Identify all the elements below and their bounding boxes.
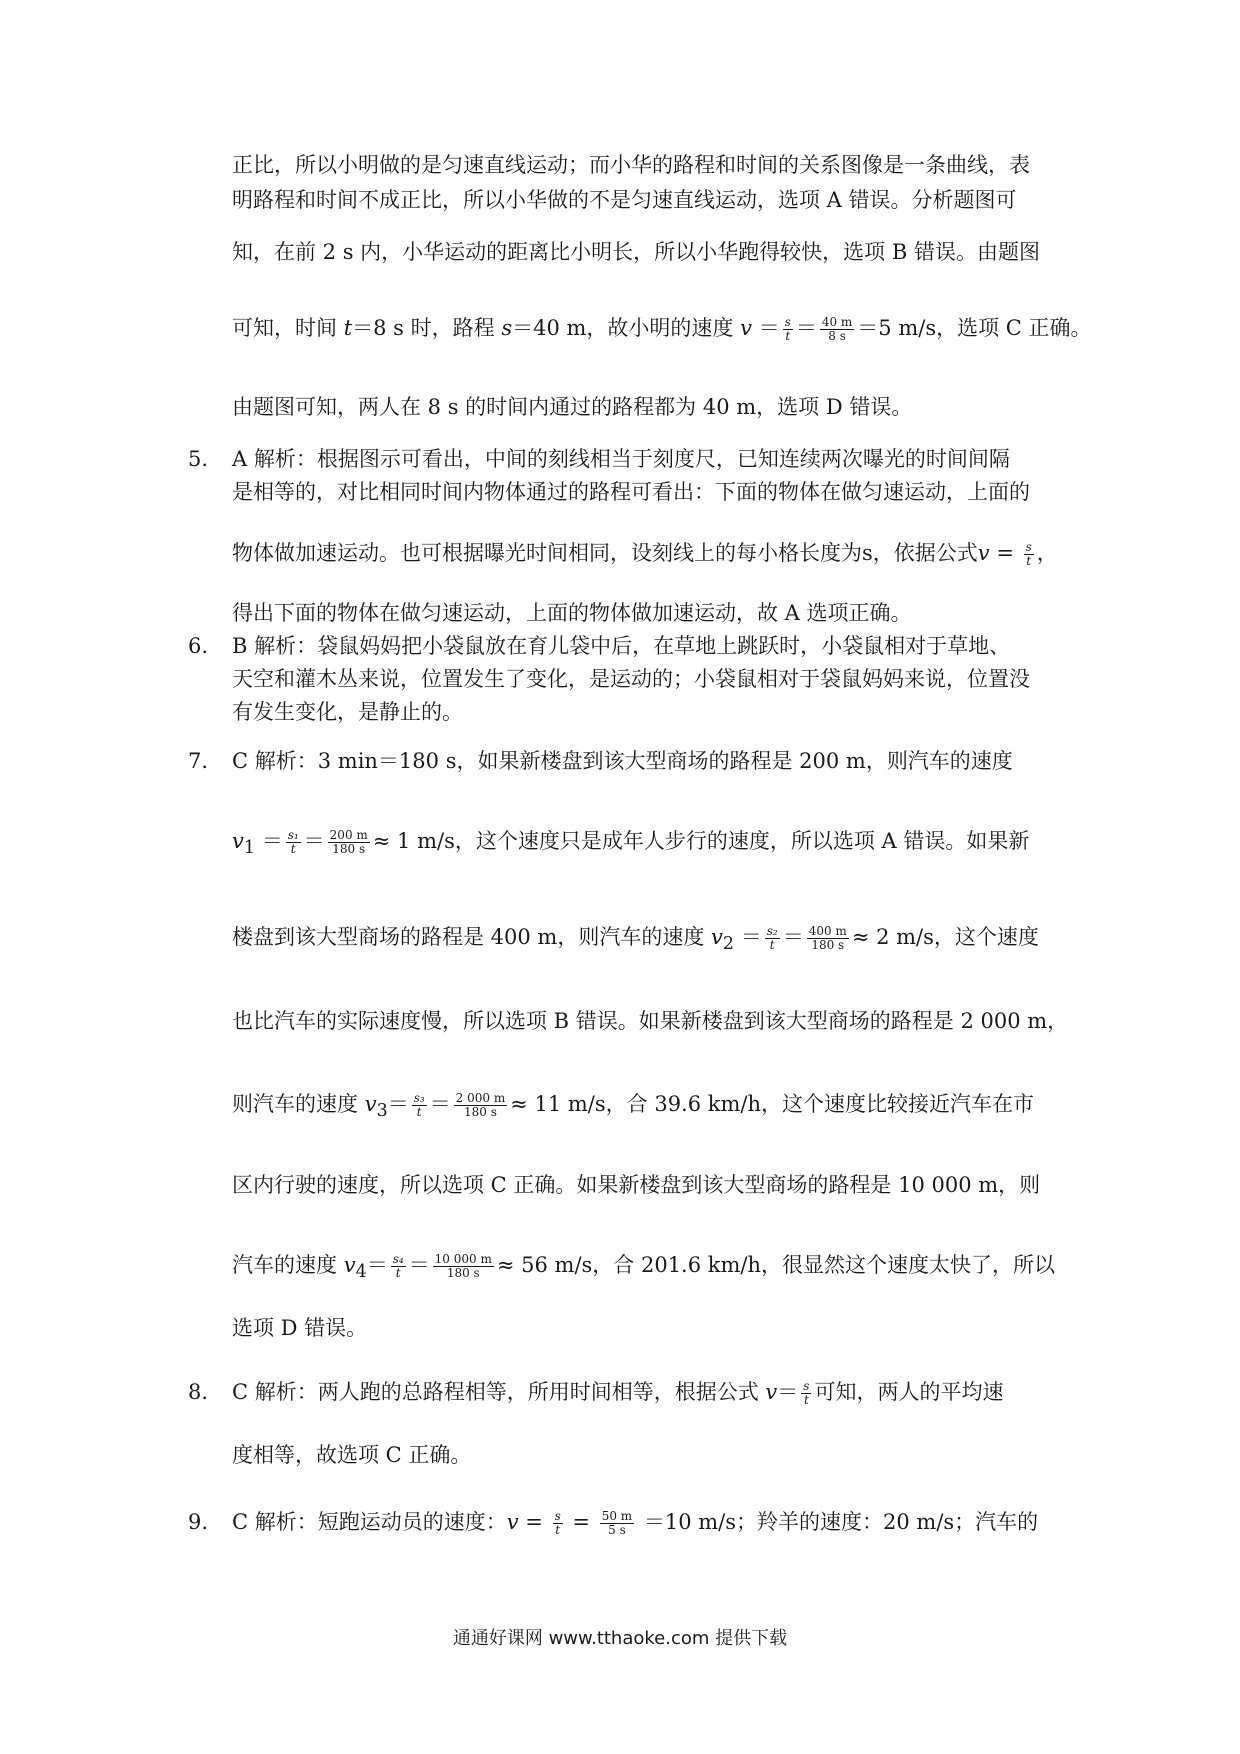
text: ≈ 1 m/s，这个速度只是成年人步行的速度，所以选项 A 错误。如果新 bbox=[372, 829, 1030, 853]
question-number: 7. bbox=[188, 749, 209, 773]
text: = bbox=[565, 1510, 597, 1534]
text: C 解析：短跑运动员的速度： bbox=[232, 1510, 507, 1534]
text-line: A 解析：根据图示可看出，中间的刻线相当于刻度尺，已知连续两次曝光的时间间隔 bbox=[232, 447, 1010, 471]
fraction: $\frac{s}{t}$ bbox=[803, 1379, 810, 1407]
subscript: 1 bbox=[243, 838, 256, 859]
text-line-formula bbox=[232, 538, 1058, 568]
text: ＝ bbox=[255, 829, 283, 853]
text-line-formula bbox=[232, 1377, 1003, 1407]
text: ≈ 11 m/s，合 39.6 km/h，这个速度比较接近汽车在市 bbox=[510, 1092, 1034, 1116]
text: ≈ 2 m/s，这个速度 bbox=[851, 925, 1039, 949]
fraction: $\frac{10 000 m}{180 s}$ bbox=[434, 1252, 492, 1280]
fraction: $\frac{s}{t}$ bbox=[1025, 540, 1032, 568]
text: ＝8 s 时，路程 bbox=[352, 316, 502, 340]
text: ＝ bbox=[751, 316, 780, 340]
text-line: 明路程和时间不成正比，所以小华做的不是匀速直线运动，选项 A 错误。分析题图可 bbox=[232, 188, 1017, 212]
text-line: 得出下面的物体在做匀速运动，上面的物体做加速运动，故 A 选项正确。 bbox=[232, 601, 912, 625]
text-line-formula bbox=[232, 826, 1029, 863]
fraction: $\frac{\text{s₂}}{t}$ bbox=[766, 924, 778, 952]
symbol: t bbox=[343, 316, 353, 340]
fraction: $\frac{2 000 m}{180 s}$ bbox=[455, 1091, 506, 1119]
symbol: v bbox=[711, 925, 723, 949]
question-number: 8. bbox=[188, 1380, 209, 1404]
fraction: $\frac{\text{s₁}}{t}$ bbox=[287, 828, 299, 856]
text-line: 度相等，故选项 C 正确。 bbox=[232, 1443, 472, 1467]
page-footer: 通通好课网 www.tthaoke.com 提供下载 bbox=[452, 1628, 788, 1649]
question-number: 9. bbox=[188, 1510, 209, 1534]
subscript: 3 bbox=[376, 1101, 388, 1122]
text-line: B 解析：袋鼠妈妈把小袋鼠放在育儿袋中后，在草地上跳跃时，小袋鼠相对于草地、 bbox=[232, 634, 1011, 658]
text: 则汽车的速度 bbox=[232, 1092, 365, 1116]
fraction: $\frac{200 m}{180 s}$ bbox=[329, 828, 368, 856]
text-line: C 解析：3 min＝180 s，如果新楼盘到该大型商场的路程是 200 m，则汽车的速度 bbox=[232, 749, 1013, 773]
text-line: 区内行驶的速度，所以选项 C 正确。如果新楼盘到该大型商场的路程是 10 000 m，则 bbox=[232, 1173, 1041, 1197]
text-line-formula bbox=[232, 313, 1092, 343]
text: ＝ bbox=[795, 316, 817, 340]
subscript: 2 bbox=[722, 934, 735, 955]
text: ＝ bbox=[429, 1092, 451, 1116]
text-line-formula bbox=[232, 1507, 1038, 1537]
text: 可知，时间 bbox=[232, 316, 344, 340]
text: 可知，两人的平均速 bbox=[814, 1380, 1004, 1404]
text-line: 选项 D 错误。 bbox=[232, 1316, 368, 1340]
text-line: 由题图可知，两人在 8 s 的时间内通过的路程都为 40 m，选项 D 错误。 bbox=[232, 395, 913, 419]
fraction: $\frac{s}{t}$ bbox=[554, 1509, 561, 1537]
text-line-formula bbox=[232, 1250, 1055, 1287]
text: ＝ bbox=[303, 829, 325, 853]
text: ≈ 56 m/s，合 201.6 km/h，很显然这个速度太快了，所以 bbox=[496, 1253, 1055, 1277]
text: 物体做加速运动。也可根据曝光时间相同，设刻线上的每小格长度为s，依据公式 bbox=[232, 541, 978, 565]
text: ， bbox=[1036, 541, 1058, 565]
symbol: v bbox=[740, 316, 752, 340]
text: ＝40 m，故小明的速度 bbox=[512, 316, 741, 340]
text-line-formula bbox=[232, 922, 1039, 959]
text: 汽车的速度 bbox=[232, 1253, 344, 1277]
symbol: s bbox=[501, 316, 513, 340]
subscript: 4 bbox=[355, 1262, 367, 1283]
fraction: $\frac{400 m}{180 s}$ bbox=[808, 924, 847, 952]
text: = bbox=[518, 1510, 550, 1534]
text: ＝ bbox=[782, 925, 804, 949]
question-number: 5. bbox=[188, 447, 209, 471]
symbol: v bbox=[506, 1510, 519, 1534]
text-line: 是相等的，对比相同时间内物体通过的路程可看出：下面的物体在做匀速运动，上面的 bbox=[232, 480, 1030, 504]
text-line: 也比汽车的实际速度慢，所以选项 B 错误。如果新楼盘到该大型商场的路程是 2 000 m， bbox=[232, 1009, 1069, 1033]
text-line: 天空和灌木丛来说，位置发生了变化，是运动的；小袋鼠相对于袋鼠妈妈来说，位置没 bbox=[232, 667, 1030, 691]
symbol: v bbox=[343, 1253, 356, 1277]
text: ＝ bbox=[408, 1253, 430, 1277]
fraction: $\frac{s}{t}$ bbox=[784, 315, 791, 343]
question-number: 6. bbox=[188, 634, 209, 658]
text: ＝ bbox=[366, 1253, 388, 1277]
text: 楼盘到该大型商场的路程是 400 m，则汽车的速度 bbox=[232, 925, 712, 949]
text: ＝ bbox=[734, 925, 762, 949]
text: ＝ bbox=[777, 1380, 799, 1404]
text: ＝5 m/s，选项 C 正确。 bbox=[857, 316, 1092, 340]
symbol: v bbox=[765, 1380, 778, 1404]
text-line: 知，在前 2 s 内，小华运动的距离比小明长，所以小华跑得较快，选项 B 错误。由题图 bbox=[232, 240, 1040, 264]
symbol: v bbox=[364, 1092, 377, 1116]
text-line: 有发生变化，是静止的。 bbox=[232, 700, 463, 724]
text: ＝ bbox=[387, 1092, 409, 1116]
symbol: v bbox=[977, 541, 990, 565]
text-line: 正比，所以小明做的是匀速直线运动；而小华的路程和时间的关系图像是一条曲线，表 bbox=[232, 153, 1030, 177]
fraction: $\frac{\text{s₃}}{t}$ bbox=[413, 1091, 425, 1119]
symbol: v bbox=[232, 829, 244, 853]
fraction: $\frac{40 m}{8 s}$ bbox=[821, 315, 853, 343]
fraction: $\frac{50 m}{5 s}$ bbox=[601, 1509, 633, 1537]
text: C 解析：两人跑的总路程相等，所用时间相等，根据公式 bbox=[232, 1380, 766, 1404]
text: = bbox=[989, 541, 1021, 565]
fraction: $\frac{\text{s₄}}{t}$ bbox=[392, 1252, 404, 1280]
text-line-formula bbox=[232, 1089, 1034, 1126]
text: ＝10 m/s；羚羊的速度：20 m/s；汽车的 bbox=[637, 1510, 1039, 1534]
